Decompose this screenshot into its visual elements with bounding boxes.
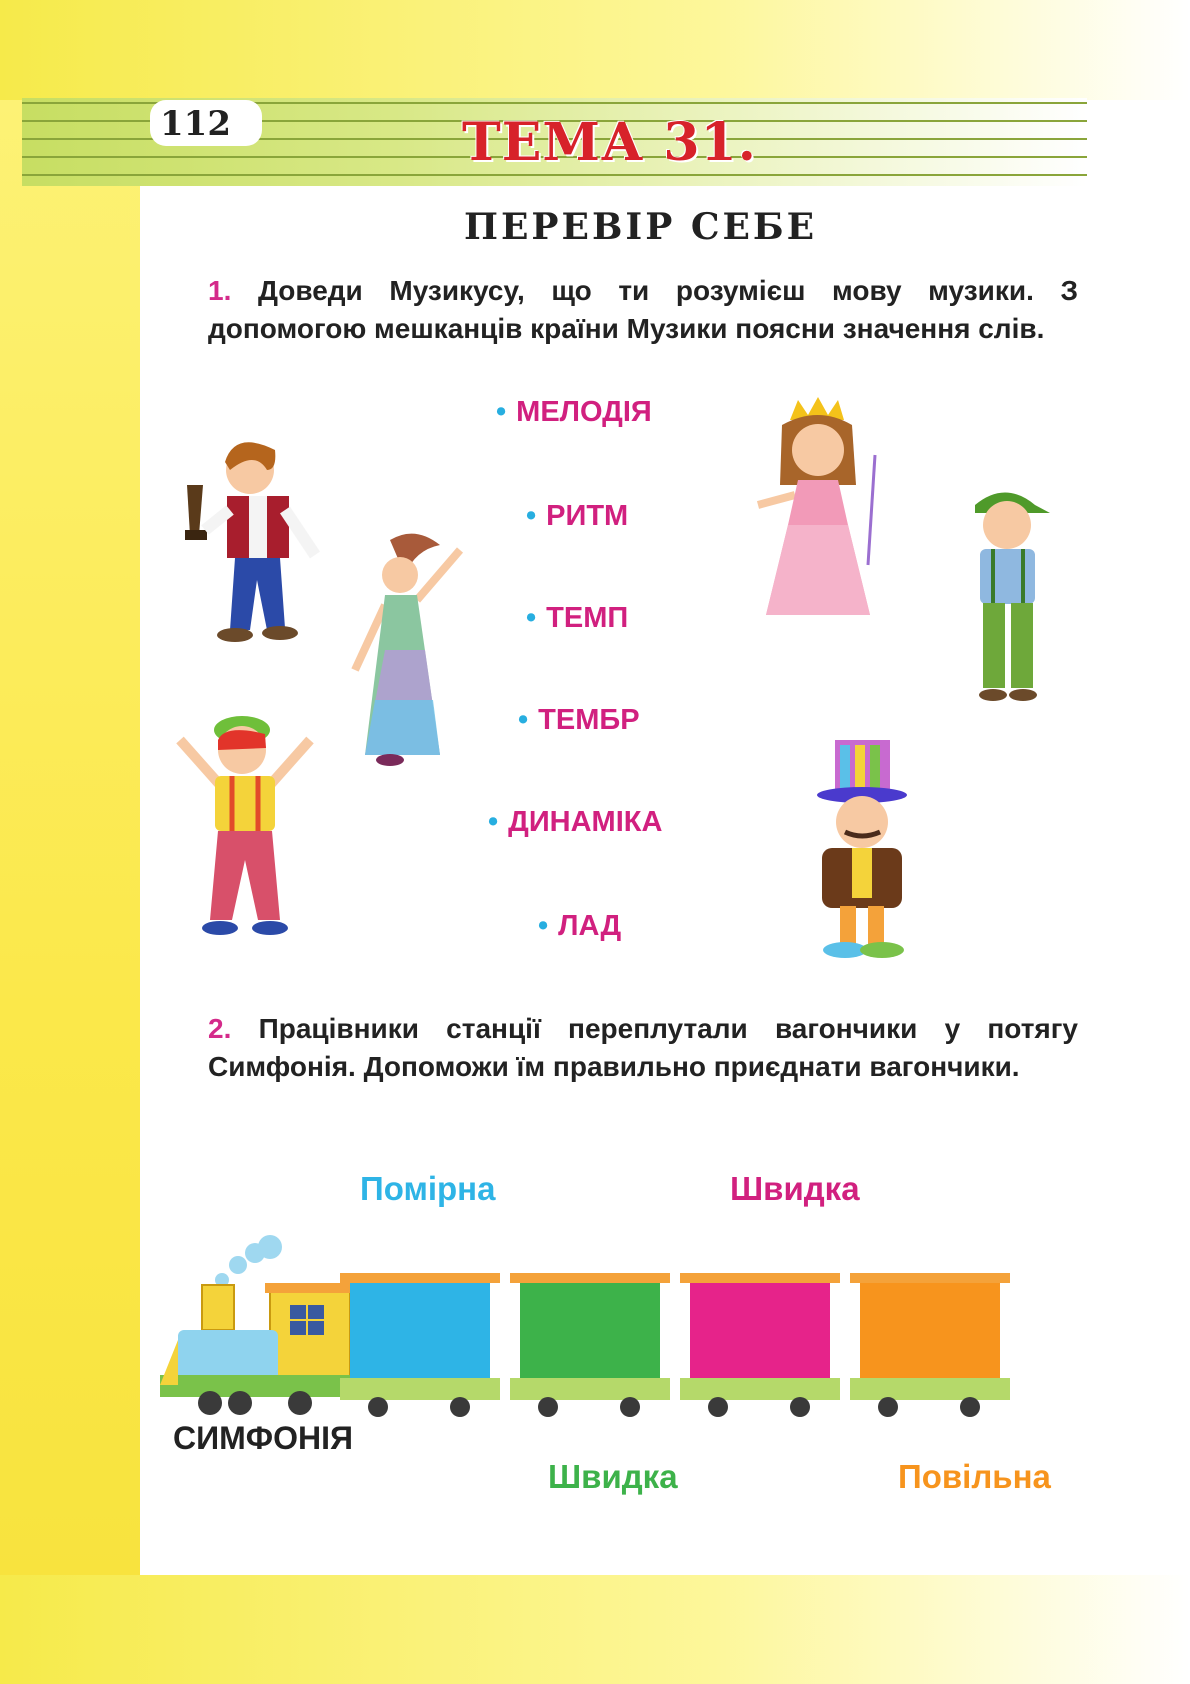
wagon-2	[510, 1273, 670, 1417]
page-margin-yellow	[0, 0, 140, 1684]
task-2-number: 2.	[208, 1013, 232, 1044]
tempo-label-fast-bottom: Швидка	[548, 1458, 678, 1495]
topic-title: ТЕМА 31.	[462, 112, 757, 173]
jumping-boy-illustration	[170, 710, 320, 950]
princess-illustration	[740, 395, 890, 625]
term-mode: • ЛАД	[538, 910, 622, 942]
wagon-4	[850, 1273, 1010, 1417]
tempo-label-slow: Повільна	[898, 1458, 1051, 1495]
page-top-yellow	[0, 0, 1190, 100]
task-1	[208, 272, 1078, 348]
term-tempo: • ТЕМП	[526, 602, 629, 634]
dancing-girl-illustration	[345, 530, 485, 770]
page-number: 112	[160, 104, 231, 144]
symphony-train-illustration	[160, 1235, 1080, 1450]
musicus-illustration	[800, 740, 930, 970]
wagon-1	[340, 1273, 500, 1417]
term-dynamics: • ДИНАМІКА	[488, 806, 663, 838]
section-title: ПЕРЕВІР СЕБЕ	[464, 206, 818, 248]
term-melody: • МЕЛОДІЯ	[496, 396, 652, 428]
task-1-number: 1.	[208, 275, 232, 306]
boy-with-cap-illustration	[955, 485, 1065, 715]
tempo-label-fast-top: Швидка	[730, 1170, 860, 1207]
term-rhythm: • РИТМ	[526, 500, 629, 532]
task-2	[208, 1010, 1078, 1086]
wagon-3	[680, 1273, 840, 1417]
term-timbre: • ТЕМБР	[518, 704, 640, 736]
boy-with-metronome-illustration	[175, 430, 335, 650]
staff-line	[22, 174, 1087, 176]
task-2-text: Працівники станції переплутали вагончики у потягу Симфонія. Допоможи їм правильно приєднати вагончики.	[208, 1013, 1078, 1082]
tempo-label-moderate: Помірна	[360, 1170, 496, 1207]
locomotive	[160, 1283, 360, 1415]
train-name-label: СИМФОНІЯ	[173, 1420, 353, 1456]
steam-cloud-icon	[215, 1235, 282, 1287]
task-1-text: Доведи Музикусу, що ти розумієш мову музики. З допомогою мешканців країни Музики поясни значення слів.	[208, 275, 1078, 344]
page-bottom-yellow	[0, 1575, 1190, 1684]
